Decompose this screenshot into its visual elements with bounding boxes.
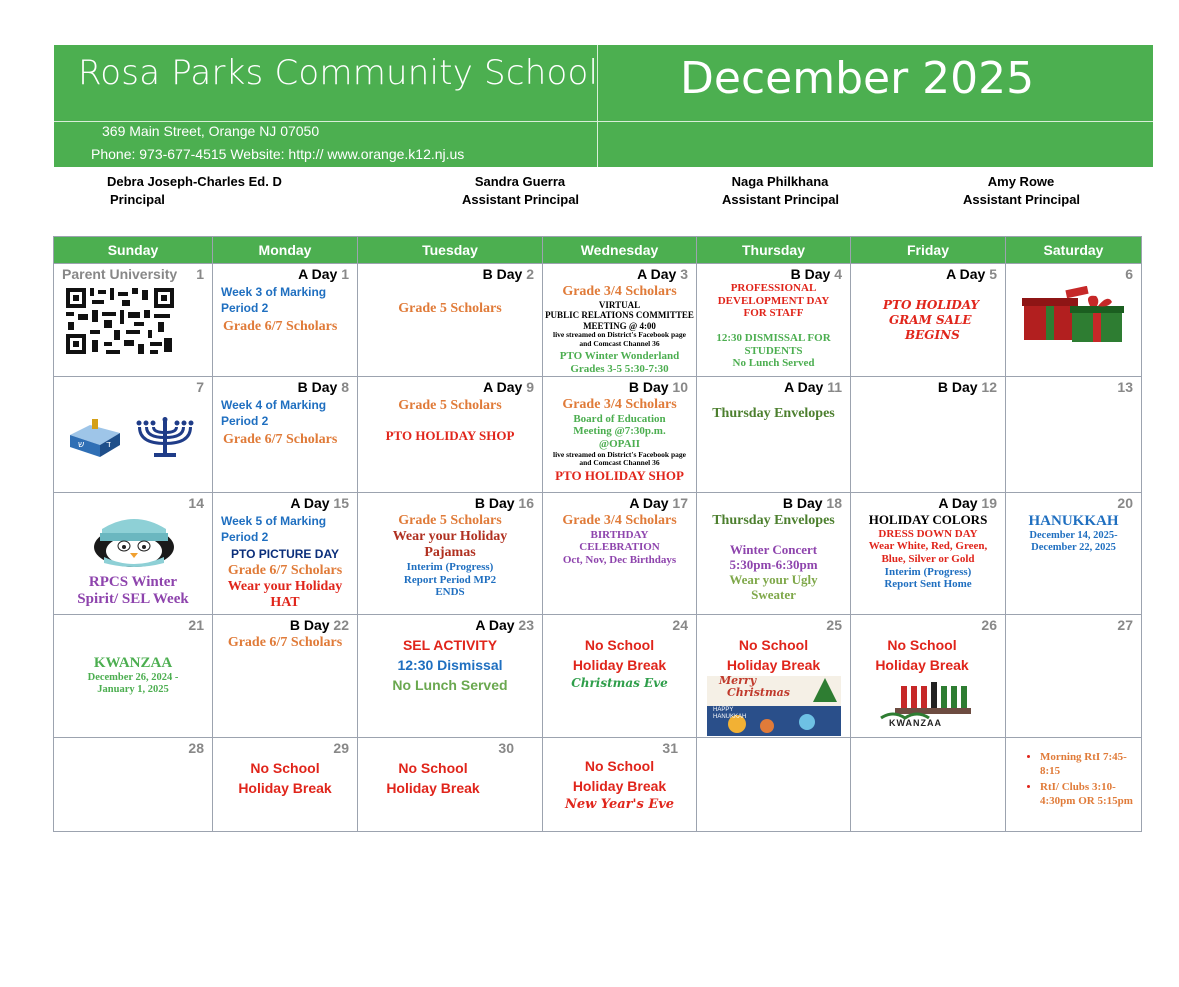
- event-text: Holiday Break: [572, 777, 667, 794]
- hanukkah-images: [66, 417, 212, 459]
- note-item: • RtI/ Clubs 3:10-4:30pm OR 5:15pm: [1040, 780, 1141, 808]
- staff-principal: [107, 173, 282, 209]
- day-cell-18: [697, 492, 851, 614]
- event-text: DRESS DOWN DAY: [878, 527, 978, 540]
- event-text: Interim (Progress): [884, 565, 972, 578]
- calendar-month: December 2025: [680, 53, 1035, 104]
- event-text: PTO Winter Wonderland: [559, 350, 680, 363]
- event-text: BEGINS: [905, 328, 960, 342]
- day-number: 17: [672, 494, 688, 511]
- day-cell-23: [358, 614, 543, 737]
- event-text: Blue, Silver or Gold: [881, 552, 975, 565]
- day-header: A Day 11: [784, 378, 842, 395]
- weekday-saturday: Saturday: [1006, 237, 1142, 264]
- day-number: 7: [196, 378, 204, 395]
- event-text: New Year's Eve: [564, 796, 675, 812]
- penguin-icon: [84, 513, 184, 567]
- event-text: Holiday Break: [238, 779, 332, 796]
- day-number: 19: [981, 494, 997, 511]
- event-text: PTO HOLIDAY: [883, 298, 980, 312]
- event-text: Grade 6/7 Scholars: [227, 562, 343, 578]
- day-cell-25: [697, 614, 851, 737]
- day-cell-nov-30: [54, 264, 213, 377]
- marking-period-note: Week 4 of Marking: [221, 397, 327, 412]
- event-text: 5:30pm-6:30pm: [729, 556, 818, 572]
- event-text: Grade 6/7 Scholars: [227, 634, 343, 650]
- event-text: Pajamas: [424, 544, 476, 560]
- day-header: [358, 738, 542, 758]
- event-text: Interim (Progress): [406, 560, 494, 573]
- event-text: No School: [584, 636, 655, 653]
- day-number: 16: [518, 494, 534, 511]
- event-text: PTO HOLIDAY SHOP: [555, 467, 684, 483]
- event-text: Sweater: [751, 586, 796, 602]
- event-text: Grade 5 Scholars: [398, 397, 502, 413]
- day-cell-24: [543, 614, 697, 737]
- day-number: 1: [341, 266, 349, 282]
- day-number: 11: [827, 378, 842, 395]
- event-text: BIRTHDAY: [590, 528, 649, 541]
- marking-period-note: Period 2: [221, 413, 269, 428]
- day-number: 18: [826, 494, 842, 511]
- day-header: [213, 738, 357, 758]
- event-text: Grade 6/7 Scholars: [223, 431, 338, 447]
- christmas-hanukkah-image: [707, 673, 841, 736]
- event-text: PUBLIC RELATIONS COMMITTEE: [545, 310, 694, 321]
- staff-role: Assistant Principal: [963, 192, 1081, 207]
- event-text: FOR STAFF: [743, 307, 804, 320]
- calendar-grid: [53, 236, 1142, 832]
- event-text: Wear your Holiday: [392, 528, 508, 544]
- staff-name: Amy Rowe: [987, 174, 1055, 189]
- event-text: Wear White, Red, Green,: [868, 540, 988, 553]
- staff-role: Principal: [110, 192, 165, 207]
- event-text: Winter Concert: [729, 541, 818, 557]
- event-text: HAT: [270, 594, 300, 610]
- staff-assistant-principal-1: [462, 173, 578, 209]
- event-text: Oct, Nov, Dec Birthdays: [562, 554, 677, 567]
- event-text: January 1, 2025: [97, 683, 169, 695]
- event-text: No School: [250, 759, 320, 776]
- day-number: 13: [1117, 378, 1133, 395]
- day-header: B Day 10: [628, 378, 688, 395]
- event-text: Thursday Envelopes: [712, 405, 835, 421]
- day-header: [54, 738, 212, 758]
- day-header: A Day 3: [637, 266, 688, 282]
- day-header: A Day 5: [946, 266, 997, 282]
- event-text: Thursday Envelopes: [712, 512, 835, 528]
- menorah-icon: [132, 417, 198, 459]
- event-text: Report Sent Home: [884, 578, 972, 591]
- staff-role: Assistant Principal: [722, 192, 840, 207]
- day-number: 2: [526, 266, 534, 282]
- event-text: STUDENTS: [744, 344, 803, 357]
- event-text: No Lunch Served: [732, 357, 815, 370]
- event-text: Wear your Ugly: [729, 571, 818, 587]
- kwanzaa-text: KWANZAA: [889, 717, 942, 728]
- day-cell-16: [358, 492, 543, 614]
- day-number: 9: [526, 378, 534, 395]
- empty-cell: [697, 737, 851, 831]
- event-text: No School: [887, 636, 957, 653]
- day-cell-2: [358, 264, 543, 377]
- event-text: PROFESSIONAL: [730, 282, 817, 294]
- day-header: A Day 17: [629, 494, 688, 511]
- school-contact: Phone: 973-677-4515 Website: http:// www.orange.k12.nj.us: [91, 146, 465, 162]
- day-number: 25: [826, 616, 842, 633]
- staff-name: Debra Joseph-Charles Ed. D: [107, 174, 282, 189]
- event-text: CELEBRATION: [579, 541, 660, 554]
- event-text: Holiday Break: [572, 656, 667, 673]
- weekday-monday: Monday: [213, 237, 358, 264]
- weekday-thursday: Thursday: [697, 237, 851, 264]
- christmas-text: Christmas: [727, 685, 790, 699]
- day-number: 27: [1117, 616, 1133, 633]
- event-text: MEETING @ 4:00: [583, 320, 656, 331]
- school-name: Rosa Parks Community School: [78, 53, 599, 93]
- day-cell-26: [851, 614, 1006, 737]
- note-item: • Morning RtI 7:45-8:15: [1040, 750, 1141, 778]
- day-number: 5: [989, 266, 997, 282]
- event-text: Grade 5 Scholars: [398, 301, 502, 316]
- marking-period-note: Period 2: [221, 301, 269, 315]
- day-cell-20: [1006, 492, 1142, 614]
- event-text: December 26, 2024 -: [87, 671, 179, 683]
- day-number: 31: [662, 739, 678, 756]
- day-cell-8: [213, 376, 358, 492]
- event-text: PTO HOLIDAY SHOP: [385, 427, 515, 443]
- day-cell-27: [1006, 614, 1142, 737]
- day-header: A Day 19: [938, 494, 997, 511]
- day-header: B Day 18: [782, 494, 842, 511]
- marking-period-note: Week 3 of Marking: [221, 285, 327, 299]
- event-text: Grades 3-5 5:30-7:30: [570, 363, 669, 376]
- day-cell-22: [213, 614, 358, 737]
- staff-name: Naga Philkhana: [731, 174, 829, 189]
- event-text: live streamed on District's Facebook page: [553, 330, 686, 340]
- event-text: Holiday Break: [726, 656, 821, 673]
- event-text: GRAM SALE: [889, 313, 972, 327]
- event-text: Holiday Break: [386, 779, 480, 796]
- day-header: B Day 2: [482, 266, 534, 282]
- day-number: 26: [981, 616, 997, 633]
- day-header: A Day 23: [475, 616, 534, 633]
- event-text: 12:30 Dismissal: [397, 656, 503, 673]
- day-number: 8: [341, 378, 349, 395]
- day-cell-21: [54, 614, 213, 737]
- week-row: [54, 737, 1142, 831]
- day-number: 21: [188, 616, 204, 633]
- event-text: and Comcast Channel 36: [579, 458, 660, 468]
- staff-name: Sandra Guerra: [474, 174, 566, 189]
- week-row: [54, 492, 1142, 614]
- event-text: No School: [398, 759, 468, 776]
- day-header: A Day 1: [298, 266, 349, 282]
- day-header: B Day 22: [289, 616, 349, 633]
- day-cell-10: [543, 376, 697, 492]
- event-text: Christmas Eve: [571, 675, 668, 690]
- staff-assistant-principal-3: [963, 173, 1079, 209]
- day-cell-9: [358, 376, 543, 492]
- day-cell-4: [697, 264, 851, 377]
- day-number: 10: [672, 378, 688, 395]
- header-divider-horizontal: [54, 121, 1153, 122]
- event-text: No School: [738, 636, 809, 653]
- event-text: PTO PICTURE DAY: [230, 546, 340, 561]
- day-header: [543, 738, 696, 756]
- event-text: SEL ACTIVITY: [402, 636, 498, 653]
- day-cell-13: [1006, 376, 1142, 492]
- event-text: 12:30 DISMISSAL FOR: [716, 331, 831, 344]
- day-number: 14: [188, 494, 204, 511]
- marking-period-note: Week 5 of Marking: [221, 513, 327, 528]
- marking-period-note: Period 2: [221, 529, 269, 544]
- day-cell-15: [213, 492, 358, 614]
- event-text: DEVELOPMENT DAY: [717, 294, 830, 307]
- event-text: HANUKKAH: [1028, 512, 1119, 529]
- day-header: B Day 16: [474, 494, 534, 511]
- day-header: A Day 15: [290, 494, 349, 511]
- event-text: Grade 5 Scholars: [398, 512, 502, 528]
- event-text: @OPAII: [598, 438, 641, 451]
- day-number: 4: [834, 266, 842, 282]
- day-header: [54, 264, 212, 284]
- event-text: Holiday Break: [875, 656, 969, 673]
- event-text: VIRTUAL: [598, 300, 641, 311]
- event-text: Report Period MP2: [403, 573, 497, 586]
- header-banner: [54, 45, 1153, 167]
- day-header: B Day 12: [937, 378, 997, 395]
- event-text: and Comcast Channel 36: [579, 338, 660, 348]
- event-text: ENDS: [435, 586, 465, 599]
- event-text: Wear your Holiday: [227, 578, 343, 594]
- parent-university-label: Parent University: [62, 266, 178, 282]
- staff-assistant-principal-2: [722, 173, 838, 209]
- weekday-friday: Friday: [851, 237, 1006, 264]
- day-header: B Day 4: [790, 266, 842, 282]
- event-text: No School: [584, 757, 655, 774]
- week-row: [54, 376, 1142, 492]
- event-text: Grade 3/4 Scholars: [562, 396, 677, 412]
- day-header: [1006, 493, 1141, 513]
- day-header: [543, 615, 696, 635]
- weekday-sunday: Sunday: [54, 237, 213, 264]
- day-number: 12: [981, 378, 997, 395]
- day-number: 29: [333, 739, 349, 756]
- day-number: 30: [498, 739, 514, 756]
- day-header: [1006, 264, 1141, 284]
- school-address: 369 Main Street, Orange NJ 07050: [102, 123, 320, 139]
- happy-text: HAPPY: [713, 706, 734, 713]
- day-cell-14: [54, 492, 213, 614]
- week-row: [54, 264, 1142, 377]
- day-number: 3: [680, 266, 688, 282]
- event-text: Grade 6/7 Scholars: [223, 319, 338, 334]
- day-cell-19: [851, 492, 1006, 614]
- day-cell-29: [213, 737, 358, 831]
- event-text: Grade 3/4 Scholars: [562, 284, 677, 299]
- event-text: HOLIDAY COLORS: [868, 511, 988, 527]
- empty-cell: [851, 737, 1006, 831]
- day-number: 6: [1125, 266, 1133, 282]
- day-number: 15: [333, 494, 349, 511]
- day-number: 20: [1117, 494, 1133, 511]
- day-cell-7: [54, 376, 213, 492]
- day-header: [697, 615, 850, 635]
- kwanzaa-image: [879, 678, 975, 730]
- event-text: KWANZAA: [93, 654, 173, 671]
- event-text: live streamed on District's Facebook page: [553, 449, 686, 459]
- day-number: 24: [672, 616, 688, 633]
- day-header: [851, 615, 1005, 635]
- qr-code-icon: [64, 286, 176, 356]
- svg-text:ש: ש: [78, 439, 85, 450]
- day-header: [1006, 615, 1141, 635]
- day-cell-5: [851, 264, 1006, 377]
- day-header: B Day 8: [297, 378, 349, 395]
- day-cell-31: [543, 737, 697, 831]
- day-cell-12: [851, 376, 1006, 492]
- event-text: Grade 3/4 Scholars: [562, 512, 677, 528]
- day-header: [54, 615, 212, 635]
- weekday-tuesday: Tuesday: [358, 237, 543, 264]
- day-number: 22: [333, 616, 349, 633]
- event-text: Board of Education: [573, 412, 666, 425]
- day-cell-1: [213, 264, 358, 377]
- day-cell-11: [697, 376, 851, 492]
- event-text: December 22, 2025: [1031, 541, 1116, 553]
- day-header: [54, 493, 212, 513]
- kinara-icon: [879, 678, 975, 722]
- event-text: December 14, 2025-: [1029, 529, 1118, 541]
- hanukkah-text: HANUKKAH: [713, 713, 747, 720]
- event-text: RPCS Winter: [88, 573, 178, 590]
- event-text: No Lunch Served: [392, 676, 508, 693]
- merry-text: Merry: [719, 673, 757, 687]
- weekday-wednesday: Wednesday: [543, 237, 697, 264]
- notes-list: [1006, 750, 1141, 808]
- day-number: 28: [188, 739, 204, 756]
- day-header: [1006, 377, 1141, 397]
- svg-text:ד: ד: [106, 439, 111, 450]
- day-cell-28: [54, 737, 213, 831]
- event-text: Spirit/ SEL Week: [77, 590, 189, 607]
- dreidel-icon: [66, 417, 124, 459]
- week-row: [54, 614, 1142, 737]
- event-text: Meeting @7:30p.m.: [573, 425, 666, 438]
- day-number: 23: [518, 616, 534, 633]
- gift-boxes-icon: [1020, 286, 1130, 344]
- day-cell-6: [1006, 264, 1142, 377]
- day-number: 1: [196, 266, 204, 282]
- day-cell-17: [543, 492, 697, 614]
- weekday-header-row: [54, 237, 1142, 264]
- day-cell-30: [358, 737, 543, 831]
- day-header: [54, 377, 212, 397]
- staff-role: Assistant Principal: [462, 192, 580, 207]
- day-header: A Day 9: [483, 378, 534, 395]
- notes-cell: [1006, 737, 1142, 831]
- day-cell-3: [543, 264, 697, 377]
